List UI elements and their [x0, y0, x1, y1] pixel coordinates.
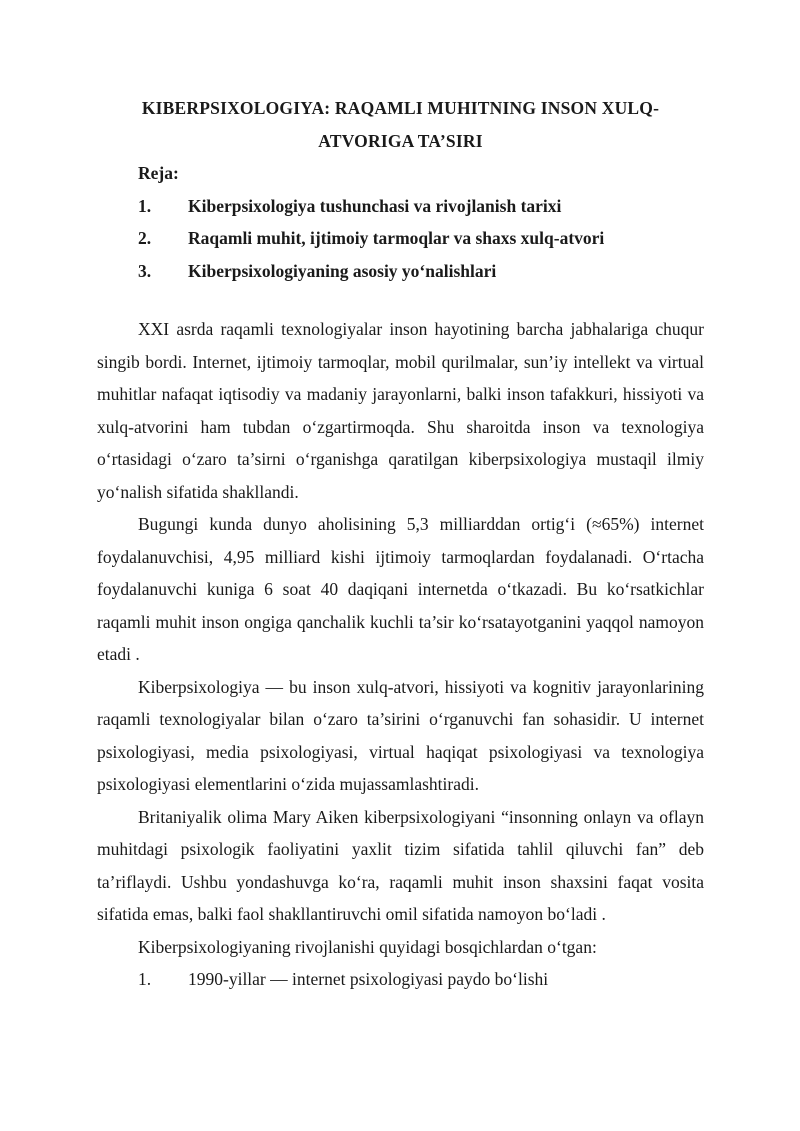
plan-item: [138, 190, 704, 223]
stage-list-item: [97, 963, 704, 996]
plan-item: [138, 222, 704, 255]
paragraph-statistics: Bugungi kunda dunyo aholisining 5,3 milliarddan ortig‘i (≈65%) internet foydalanuvchisi, 4,95 milliard kishi ijtimoiy tarmoqlardan foydalanadi. O‘rtacha foydalanuvchi kuniga 6 soat 40 daqiqani internetda o‘tkazadi. Bu ko‘rsatkichlar raqamli muhit inson ongiga qanchalik kuchli ta’sir ko‘rsatayotganini yaqqol namoyon etadi .: [97, 514, 704, 664]
paragraph-intro: XXI asrda raqamli texnologiyalar inson hayotining barcha jabhalariga chuqur singib bordi. Internet, ijtimoiy tarmoqlar, mobil qurilmalar, sun’iy intellekt va virtual muhitlar nafaqat iqtisodiy va madaniy jarayonlarni, balki inson tafakkuri, hissiyoti va xulq-atvorini ham tubdan o‘zgartirmoqda. Shu sharoitda inson va texnologiya o‘rtasidagi o‘zaro ta’sirni o‘rganishga qaratilgan kiberpsixologiya mustaqil ilmiy yo‘nalish sifatida shakllandi.: [97, 319, 704, 502]
plan-item-label: Raqamli muhit, ijtimoiy tarmoqlar va shaxs xulq-atvori: [188, 228, 605, 248]
plan-list: [97, 190, 704, 288]
plan-item-label: Kiberpsixologiya tushunchasi va rivojlanish tarixi: [188, 195, 562, 216]
plan-item-number: 1.: [138, 195, 152, 216]
plan-item: [138, 255, 704, 288]
plan-heading: Reja:: [138, 163, 179, 183]
document-content: [97, 92, 704, 996]
paragraph-stages-intro: Kiberpsixologiyaning rivojlanishi quyidagi bosqichlardan o‘tgan:: [138, 936, 597, 957]
paragraph-definition: Kiberpsixologiya — bu inson xulq-atvori, hissiyoti va kognitiv jarayonlarining raqamli texnologiyalar bilan o‘zaro ta’sirini o‘rganuvchi fan sohasidir. U internet psixologiyasi, media psixologiyasi, virtual haqiqat psixologiyasi va texnologiya psixologiyasi elementlarini o‘zida mujassamlashtiradi.: [97, 676, 704, 794]
stage-item-number: 1.: [138, 969, 152, 989]
plan-item-number: 2.: [138, 228, 152, 248]
plan-item-number: 3.: [138, 260, 152, 281]
stage-item-label: 1990-yillar — internet psixologiyasi paydo bo‘lishi: [188, 969, 549, 989]
paragraph-mary-aiken: Britaniyalik olima Mary Aiken kiberpsixologiyani “insonning onlayn va oflayn muhitdagi psixologik faoliyatini yaxlit tizim sifatida tahlil qiluvchi fan” deb ta’riflaydi. Ushbu yondashuvga ko‘ra, raqamli muhit inson shaxsini faqat vosita sifatida emas, balki faol shakllantiruvchi omil sifatida namoyon bo‘ladi .: [97, 806, 704, 924]
plan-item-label: Kiberpsixologiyaning asosiy yo‘nalishlari: [188, 260, 497, 281]
document-title: KIBERPSIXOLOGIYA: RAQAMLI MUHITNING INSON XULQ-ATVORIGA TA’SIRI: [141, 98, 660, 151]
